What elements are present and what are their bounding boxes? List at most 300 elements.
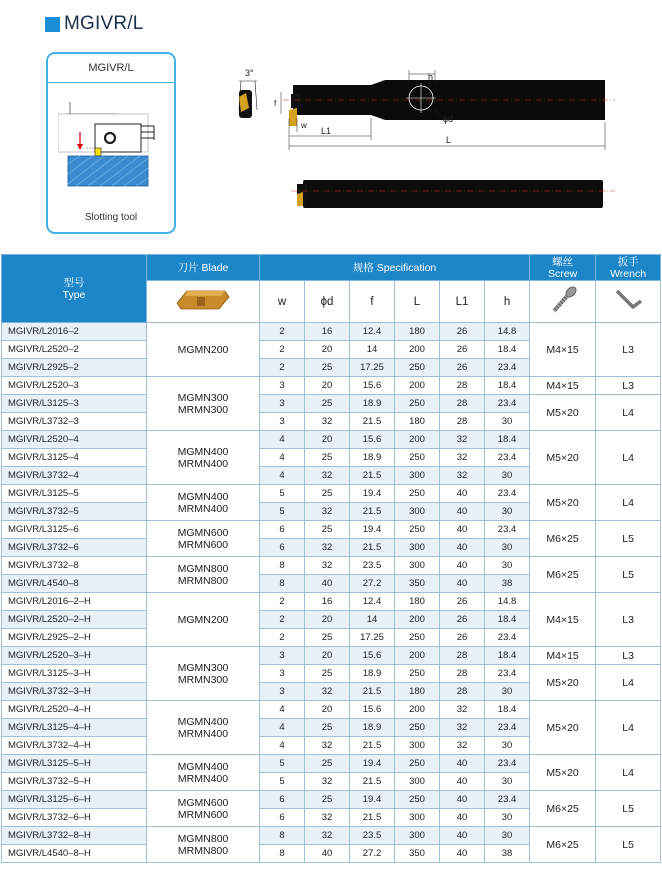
table-row — [2, 323, 661, 341]
screw-cell: M5×20 — [530, 431, 596, 485]
spec-cell: 30 — [485, 413, 530, 431]
screw-image-cell — [530, 281, 596, 323]
spec-cell: 14 — [350, 341, 395, 359]
spec-cell: 32 — [440, 701, 485, 719]
blade-name: MGMN600 — [177, 526, 229, 539]
blade-name: MGMN300 — [177, 391, 229, 404]
spec-cell: 2 — [260, 323, 305, 341]
blade-cell — [147, 485, 260, 521]
spec-cell: 30 — [485, 773, 530, 791]
spec-cell: 28 — [440, 683, 485, 701]
spec-cell: 200 — [395, 611, 440, 629]
spec-cell: 32 — [305, 467, 350, 485]
model-cell: MGIVR/L2520–2–H — [2, 611, 147, 629]
wrench-cell: L4 — [596, 701, 661, 755]
spec-cell: 23.5 — [350, 557, 395, 575]
spec-cell: 26 — [440, 593, 485, 611]
blade-cell — [147, 377, 260, 431]
thumbnail-title: MGIVR/L — [48, 54, 174, 83]
wrench-cell: L3 — [596, 377, 661, 395]
spec-cell: 5 — [260, 503, 305, 521]
wrench-cell: L5 — [596, 827, 661, 863]
wrench-cell: L4 — [596, 395, 661, 431]
table-row — [2, 701, 661, 719]
spec-cell: 6 — [260, 809, 305, 827]
model-cell: MGIVR/L3125–4–H — [2, 719, 147, 737]
spec-cell: 26 — [440, 359, 485, 377]
type-header-cn: 型号 — [63, 276, 85, 289]
spec-cell: 32 — [305, 539, 350, 557]
spec-cell: 2 — [260, 341, 305, 359]
w-label: w — [301, 121, 307, 130]
model-cell: MGIVR/L3732–3 — [2, 413, 147, 431]
wrench-header-en: Wrench — [610, 267, 647, 280]
spec-cell: 18.4 — [485, 611, 530, 629]
spec-cell: 250 — [395, 521, 440, 539]
model-cell: MGIVR/L3125–3 — [2, 395, 147, 413]
spec-cell: 40 — [440, 485, 485, 503]
spec-cell: 350 — [395, 575, 440, 593]
spec-cell: 300 — [395, 557, 440, 575]
spec-cell: 16 — [305, 323, 350, 341]
spec-cell: 5 — [260, 755, 305, 773]
spec-cell: 40 — [305, 845, 350, 863]
spec-cell: 180 — [395, 683, 440, 701]
spec-cell: 12.4 — [350, 593, 395, 611]
model-cell: MGIVR/L2016–2–H — [2, 593, 147, 611]
spec-cell: 40 — [440, 773, 485, 791]
spec-cell: 200 — [395, 647, 440, 665]
spec-cell: 25 — [305, 521, 350, 539]
spec-cell: 6 — [260, 539, 305, 557]
angle-label: 3° — [245, 68, 254, 78]
spec-cell: 23.4 — [485, 791, 530, 809]
spec-cell: 18.4 — [485, 341, 530, 359]
model-cell: MGIVR/L2016–2 — [2, 323, 147, 341]
spec-cell: 21.5 — [350, 503, 395, 521]
model-cell: MGIVR/L2520–4 — [2, 431, 147, 449]
screw-cell: M4×15 — [530, 647, 596, 665]
spec-cell: 18.4 — [485, 431, 530, 449]
spec-cell: 15.6 — [350, 377, 395, 395]
spec-cell: 23.4 — [485, 359, 530, 377]
spec-cell: 200 — [395, 431, 440, 449]
spec-cell: 30 — [485, 503, 530, 521]
spec-cell: 19.4 — [350, 485, 395, 503]
blade-name: MRMN400 — [177, 772, 229, 785]
spec-cell: 28 — [440, 647, 485, 665]
spec-cell: 200 — [395, 377, 440, 395]
spec-cell: 18.4 — [485, 647, 530, 665]
wrench-cell: L5 — [596, 791, 661, 827]
model-cell: MGIVR/L2520–3–H — [2, 647, 147, 665]
blade-name: MGMN400 — [177, 715, 229, 728]
spec-cell: 21.5 — [350, 737, 395, 755]
spec-cell: 180 — [395, 593, 440, 611]
blade-name: MRMN800 — [177, 574, 229, 587]
spec-cell: 30 — [485, 539, 530, 557]
spec-cell: 28 — [440, 377, 485, 395]
type-header-en: Type — [62, 288, 86, 301]
spec-cell: 2 — [260, 629, 305, 647]
spec-cell: 250 — [395, 755, 440, 773]
spec-cell: 40 — [440, 755, 485, 773]
screw-cell: M6×25 — [530, 827, 596, 863]
table-row — [2, 665, 661, 683]
spec-cell: 38 — [485, 845, 530, 863]
spec-cell: 3 — [260, 395, 305, 413]
spec-cell: 19.4 — [350, 755, 395, 773]
model-cell: MGIVR/L3125–6 — [2, 521, 147, 539]
blade-image-cell — [147, 281, 260, 323]
spec-cell: 20 — [305, 431, 350, 449]
spec-cell: 4 — [260, 719, 305, 737]
blade-cell — [147, 701, 260, 755]
table-row — [2, 755, 661, 773]
screw-cell: M4×15 — [530, 377, 596, 395]
blade-name: MGMN800 — [177, 832, 229, 845]
spec-cell: 30 — [485, 809, 530, 827]
blade-name: MGMN400 — [177, 760, 229, 773]
spec-cell: 25 — [305, 359, 350, 377]
blade-name: MGMN400 — [177, 445, 229, 458]
spec-cell: 25 — [305, 485, 350, 503]
spec-cell: 8 — [260, 557, 305, 575]
model-cell: MGIVR/L2520–3 — [2, 377, 147, 395]
spec-cell: 2 — [260, 359, 305, 377]
spec-cell: 20 — [305, 377, 350, 395]
spec-cell: 300 — [395, 773, 440, 791]
spec-cell: 30 — [485, 827, 530, 845]
table-row — [2, 557, 661, 575]
spec-cell: 300 — [395, 827, 440, 845]
blade-cell — [147, 755, 260, 791]
blade-name: MGMN400 — [177, 490, 229, 503]
col-f: f — [350, 281, 395, 323]
model-cell: MGIVR/L3732–6–H — [2, 809, 147, 827]
spec-cell: 40 — [305, 575, 350, 593]
screw-cell: M6×25 — [530, 557, 596, 593]
blade-cell — [147, 323, 260, 377]
f-label: f — [274, 99, 277, 108]
screw-header-cn: 螺丝 — [552, 255, 574, 268]
wrench-cell: L5 — [596, 557, 661, 593]
spec-cell: 23.4 — [485, 395, 530, 413]
screw-header-en: Screw — [547, 267, 578, 280]
blade-name: MRMN600 — [177, 808, 229, 821]
spec-cell: 300 — [395, 503, 440, 521]
spec-cell: 40 — [440, 809, 485, 827]
spec-cell: 21.5 — [350, 467, 395, 485]
spec-cell: 3 — [260, 683, 305, 701]
col-phi-d: ϕd — [305, 281, 350, 323]
spec-cell: 26 — [440, 611, 485, 629]
spec-cell: 14.8 — [485, 323, 530, 341]
model-cell: MGIVR/L3125–4 — [2, 449, 147, 467]
spec-cell: 25 — [305, 449, 350, 467]
spec-cell: 250 — [395, 485, 440, 503]
table-row — [2, 791, 661, 809]
spec-cell: 40 — [440, 845, 485, 863]
wrench-header-cn: 扳手 — [617, 255, 639, 268]
spec-cell: 23.4 — [485, 521, 530, 539]
wrench-image-cell — [596, 281, 661, 323]
blade-header: 刀片 Blade — [147, 255, 260, 281]
spec-cell: 32 — [440, 431, 485, 449]
hex-key-icon — [611, 283, 645, 317]
screw-cell: M5×20 — [530, 485, 596, 521]
spec-cell: 27.2 — [350, 845, 395, 863]
tool-photo — [303, 180, 603, 208]
spec-cell: 18.4 — [485, 377, 530, 395]
spec-cell: 30 — [485, 467, 530, 485]
spec-cell: 25 — [305, 665, 350, 683]
spec-cell: 25 — [305, 719, 350, 737]
spec-cell: 3 — [260, 647, 305, 665]
screw-cell: M4×15 — [530, 593, 596, 647]
col-w: w — [260, 281, 305, 323]
spec-cell: 25 — [305, 791, 350, 809]
col-L1: L1 — [440, 281, 485, 323]
screw-cell: M6×25 — [530, 521, 596, 557]
spec-cell: 250 — [395, 395, 440, 413]
spec-cell: 23.4 — [485, 755, 530, 773]
spec-cell: 180 — [395, 413, 440, 431]
spec-cell: 14 — [350, 611, 395, 629]
spec-cell: 30 — [485, 737, 530, 755]
spec-cell: 20 — [305, 701, 350, 719]
spec-cell: 32 — [305, 737, 350, 755]
spec-cell: 3 — [260, 413, 305, 431]
spec-cell: 40 — [440, 503, 485, 521]
page-title-text: MGIVR/L — [64, 13, 144, 34]
spec-cell: 15.6 — [350, 647, 395, 665]
spec-cell: 40 — [440, 539, 485, 557]
model-cell: MGIVR/L3125–6–H — [2, 791, 147, 809]
l-label: L — [446, 135, 452, 145]
page-title — [45, 12, 144, 36]
wrench-cell: L4 — [596, 755, 661, 791]
table-row — [2, 521, 661, 539]
l1-label: L1 — [321, 126, 332, 136]
spec-cell: 250 — [395, 359, 440, 377]
table-row — [2, 647, 661, 665]
spec-cell: 300 — [395, 539, 440, 557]
spec-cell: 32 — [305, 413, 350, 431]
model-cell: MGIVR/L4540–8 — [2, 575, 147, 593]
model-cell: MGIVR/L3125–3–H — [2, 665, 147, 683]
spec-cell: 32 — [440, 737, 485, 755]
blade-cell — [147, 827, 260, 863]
h-label: h — [428, 72, 434, 82]
spec-cell: 250 — [395, 791, 440, 809]
model-cell: MGIVR/L3732–3–H — [2, 683, 147, 701]
spec-cell: 40 — [440, 521, 485, 539]
blade-name: MGMN200 — [177, 613, 229, 626]
spec-cell: 32 — [305, 503, 350, 521]
blade-cell — [147, 521, 260, 557]
screw-cell: M6×25 — [530, 791, 596, 827]
spec-cell: 21.5 — [350, 773, 395, 791]
blade-name: MRMN400 — [177, 727, 229, 740]
spec-cell: 2 — [260, 611, 305, 629]
spec-cell: 250 — [395, 719, 440, 737]
spec-cell: 6 — [260, 791, 305, 809]
spec-cell: 38 — [485, 575, 530, 593]
blade-name: MRMN400 — [177, 457, 229, 470]
spec-cell: 4 — [260, 467, 305, 485]
spec-cell: 23.4 — [485, 449, 530, 467]
spec-cell: 15.6 — [350, 701, 395, 719]
blade-cell — [147, 431, 260, 485]
blade-name: MRMN400 — [177, 502, 229, 515]
spec-cell: 4 — [260, 449, 305, 467]
spec-cell: 250 — [395, 449, 440, 467]
table-row — [2, 431, 661, 449]
slotting-diagram — [58, 92, 164, 200]
spec-cell: 32 — [305, 809, 350, 827]
spec-cell: 2 — [260, 593, 305, 611]
blade-name: MRMN300 — [177, 403, 229, 416]
model-cell: MGIVR/L3732–5–H — [2, 773, 147, 791]
spec-cell: 32 — [305, 773, 350, 791]
spec-cell: 40 — [440, 575, 485, 593]
blade-name: MGMN800 — [177, 562, 229, 575]
spec-cell: 350 — [395, 845, 440, 863]
blade-cell — [147, 791, 260, 827]
spec-cell: 6 — [260, 521, 305, 539]
wrench-cell: L5 — [596, 521, 661, 557]
wrench-cell: L3 — [596, 647, 661, 665]
spec-cell: 30 — [485, 557, 530, 575]
blade-cell — [147, 647, 260, 701]
blade-cell — [147, 557, 260, 593]
spec-cell: 21.5 — [350, 413, 395, 431]
spec-cell: 14.8 — [485, 593, 530, 611]
spec-cell: 40 — [440, 791, 485, 809]
col-L: L — [395, 281, 440, 323]
spec-cell: 4 — [260, 737, 305, 755]
spec-cell: 250 — [395, 665, 440, 683]
spec-cell: 12.4 — [350, 323, 395, 341]
blade-name: MGMN600 — [177, 796, 229, 809]
spec-cell: 28 — [440, 395, 485, 413]
spec-cell: 26 — [440, 323, 485, 341]
model-cell: MGIVR/L3732–8–H — [2, 827, 147, 845]
wrench-cell: L4 — [596, 665, 661, 701]
spec-cell: 19.4 — [350, 791, 395, 809]
screw-icon — [546, 283, 580, 317]
screw-cell: M5×20 — [530, 701, 596, 755]
spec-cell: 30 — [485, 683, 530, 701]
spec-cell: 300 — [395, 809, 440, 827]
blade-cell — [147, 593, 260, 647]
model-cell: MGIVR/L2520–2 — [2, 341, 147, 359]
screw-cell: M5×20 — [530, 395, 596, 431]
model-cell: MGIVR/L3732–8 — [2, 557, 147, 575]
spec-cell: 300 — [395, 467, 440, 485]
tool-dimension-drawing — [225, 60, 620, 210]
wrench-cell: L3 — [596, 323, 661, 377]
spec-cell: 23.5 — [350, 827, 395, 845]
spec-cell: 18.9 — [350, 449, 395, 467]
screw-header — [530, 255, 596, 281]
spec-cell: 19.4 — [350, 521, 395, 539]
spec-cell: 20 — [305, 341, 350, 359]
spec-cell: 27.2 — [350, 575, 395, 593]
spec-cell: 18.9 — [350, 719, 395, 737]
blade-name: MRMN800 — [177, 844, 229, 857]
wrench-cell: L4 — [596, 431, 661, 485]
spec-cell: 3 — [260, 377, 305, 395]
title-marker-icon — [45, 17, 60, 32]
spec-cell: 32 — [305, 557, 350, 575]
table-row — [2, 377, 661, 395]
spec-cell: 4 — [260, 701, 305, 719]
blade-name: MGMN200 — [177, 343, 229, 356]
col-h: h — [485, 281, 530, 323]
spec-cell: 15.6 — [350, 431, 395, 449]
table-row — [2, 593, 661, 611]
spec-cell: 8 — [260, 827, 305, 845]
wrench-cell: L3 — [596, 593, 661, 647]
spec-cell: 5 — [260, 485, 305, 503]
spec-cell: 200 — [395, 701, 440, 719]
model-cell: MGIVR/L3732–4–H — [2, 737, 147, 755]
spec-cell: 21.5 — [350, 809, 395, 827]
screw-cell: M5×20 — [530, 755, 596, 791]
spec-cell: 23.4 — [485, 665, 530, 683]
spec-cell: 4 — [260, 431, 305, 449]
spec-cell: 17.25 — [350, 359, 395, 377]
spec-cell: 25 — [305, 755, 350, 773]
spec-cell: 23.4 — [485, 485, 530, 503]
spec-cell: 32 — [440, 467, 485, 485]
spec-cell: 23.4 — [485, 629, 530, 647]
spec-cell: 8 — [260, 575, 305, 593]
spec-cell: 32 — [305, 827, 350, 845]
spec-cell: 20 — [305, 647, 350, 665]
spec-cell: 40 — [440, 827, 485, 845]
spec-cell: 8 — [260, 845, 305, 863]
spec-cell: 18.4 — [485, 701, 530, 719]
model-cell: MGIVR/L2925–2 — [2, 359, 147, 377]
spec-cell: 26 — [440, 341, 485, 359]
spec-cell: 250 — [395, 629, 440, 647]
model-cell: MGIVR/L3732–4 — [2, 467, 147, 485]
phi-d-label: ϕd — [443, 114, 454, 124]
screw-cell: M5×20 — [530, 665, 596, 701]
type-header — [2, 255, 147, 323]
spec-cell: 200 — [395, 341, 440, 359]
spec-cell: 25 — [305, 395, 350, 413]
model-cell: MGIVR/L3732–5 — [2, 503, 147, 521]
model-cell: MGIVR/L2520–4–H — [2, 701, 147, 719]
wrench-cell: L4 — [596, 485, 661, 521]
table-row — [2, 485, 661, 503]
screw-cell: M4×15 — [530, 323, 596, 377]
spec-cell: 26 — [440, 629, 485, 647]
specification-table — [1, 254, 661, 863]
spec-cell: 21.5 — [350, 539, 395, 557]
spec-cell: 16 — [305, 593, 350, 611]
spec-cell: 17.25 — [350, 629, 395, 647]
spec-cell: 3 — [260, 665, 305, 683]
spec-cell: 28 — [440, 413, 485, 431]
spec-cell: 5 — [260, 773, 305, 791]
spec-cell: 28 — [440, 665, 485, 683]
spec-cell: 300 — [395, 737, 440, 755]
